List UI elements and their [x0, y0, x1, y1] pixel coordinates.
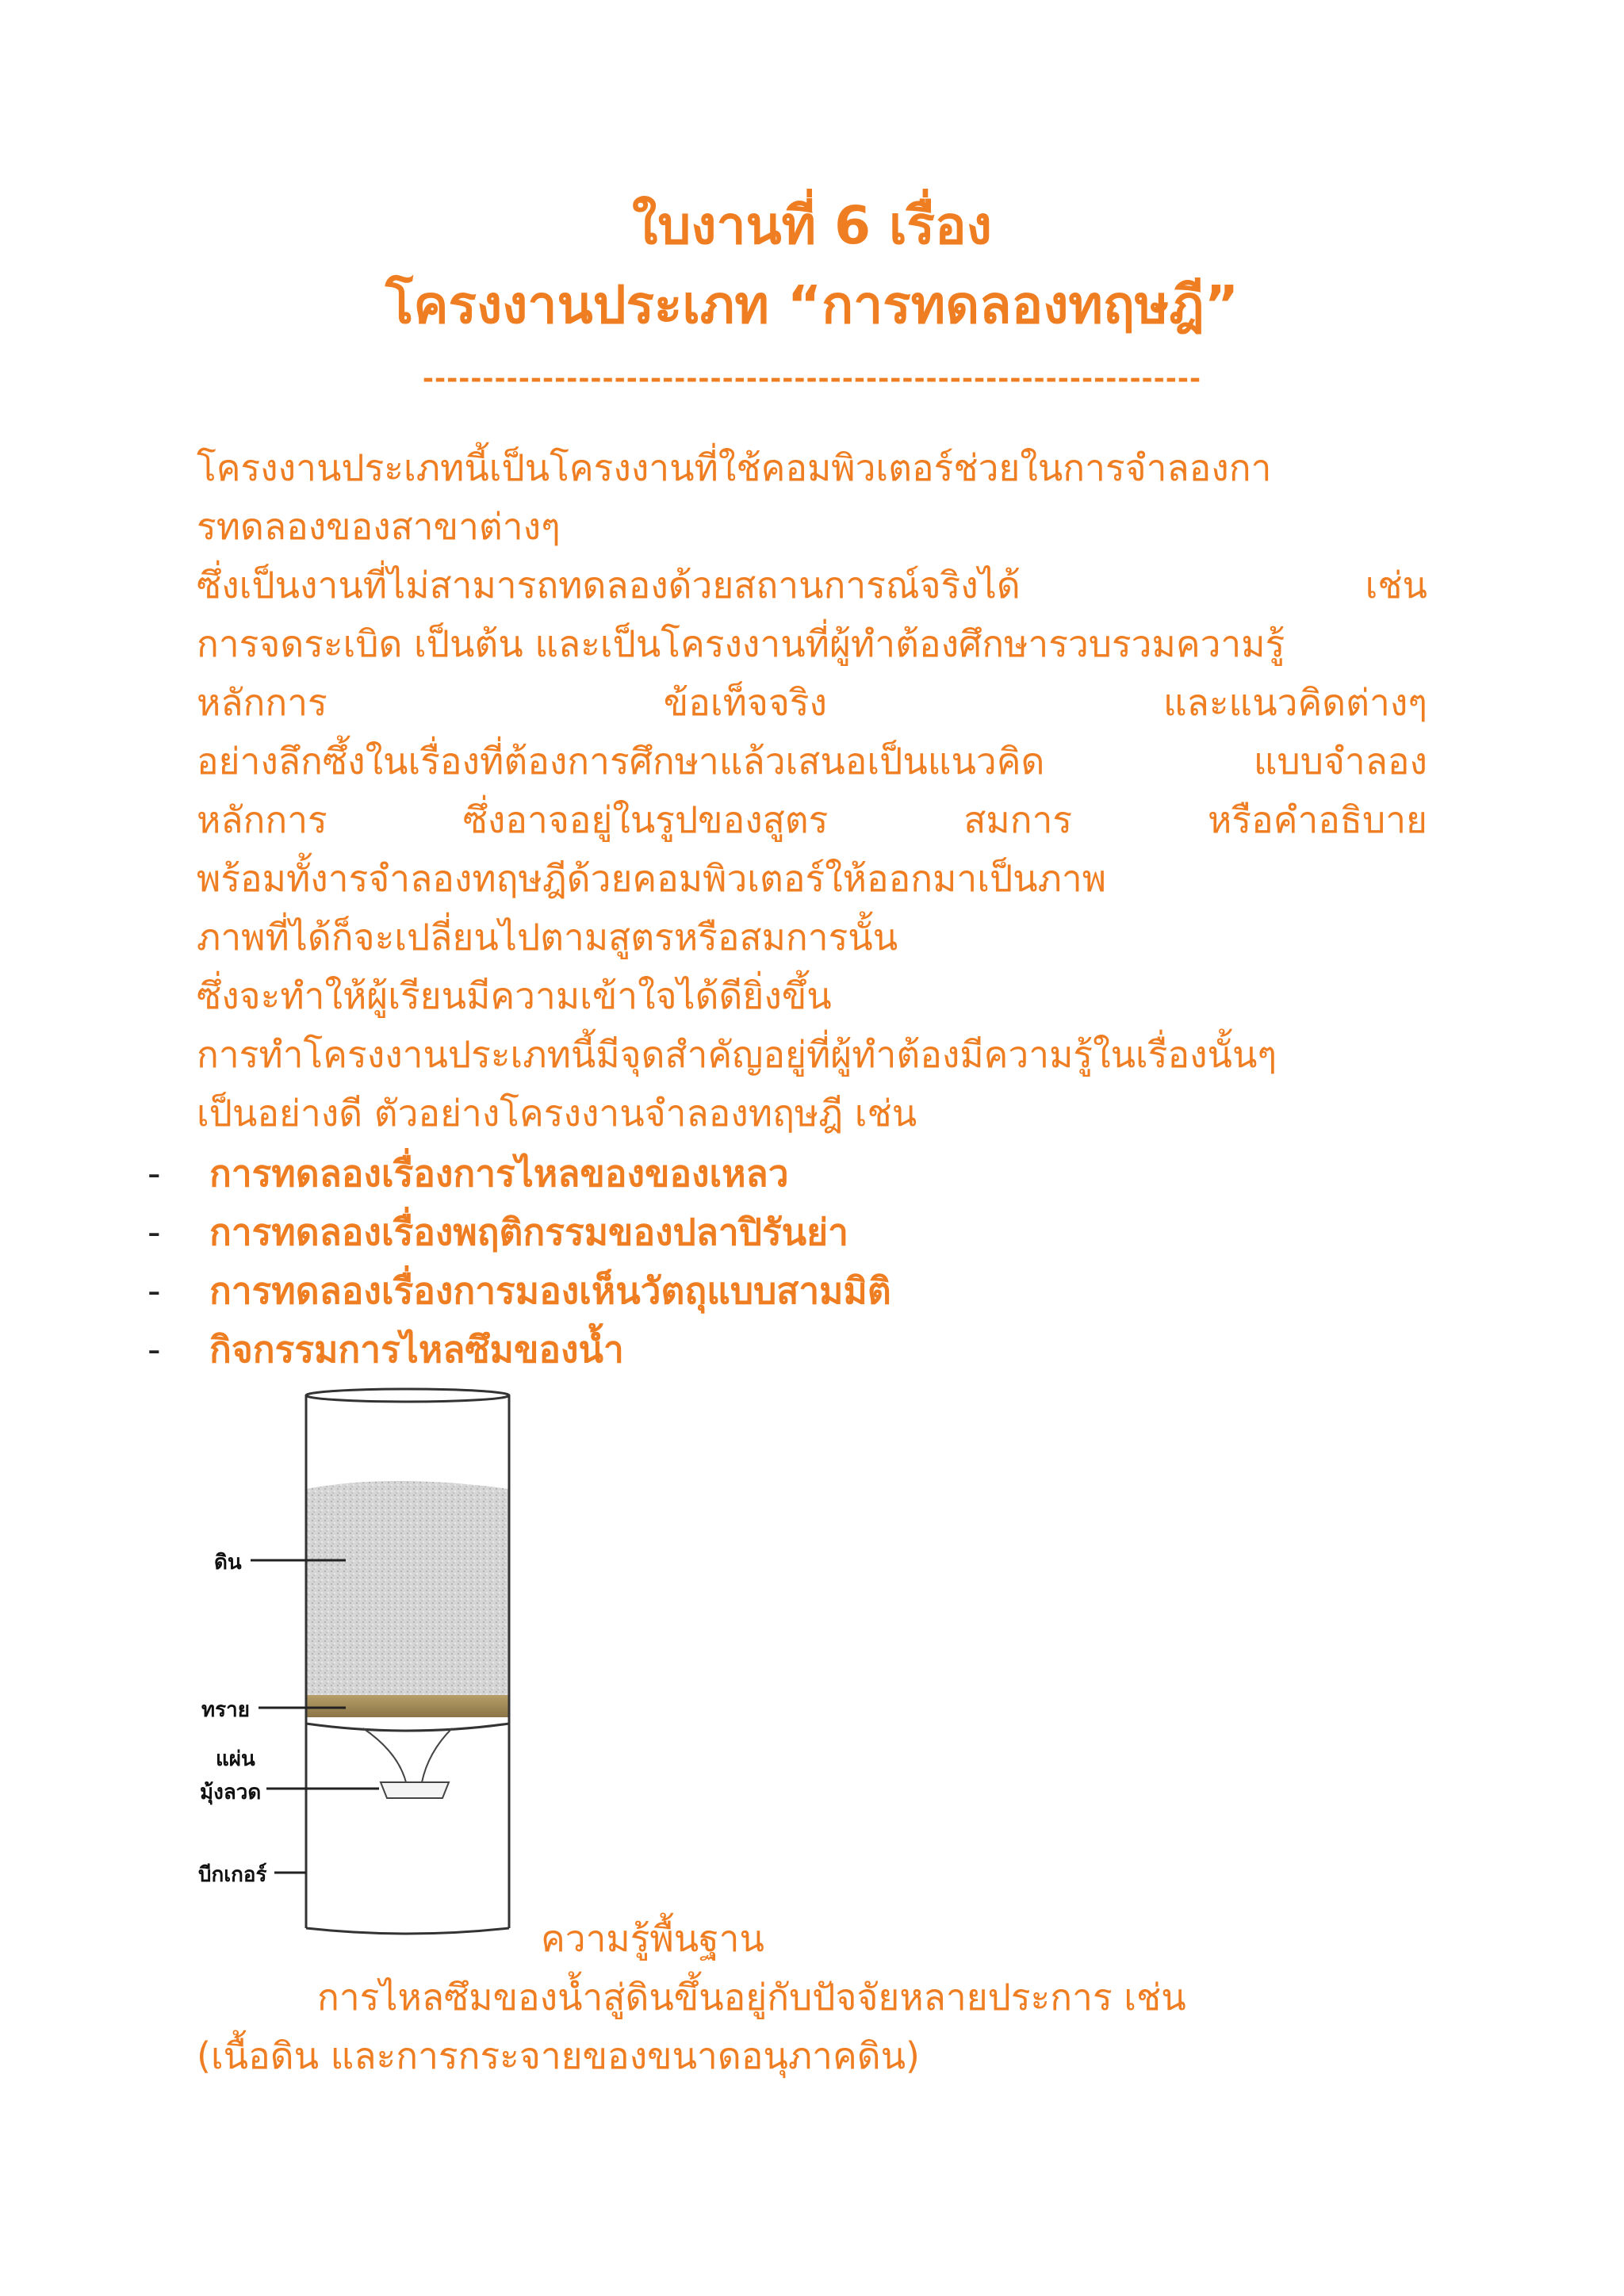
bullet-dash: -	[147, 1211, 161, 1253]
sand-layer	[306, 1695, 509, 1717]
mesh-label-line2: มุ้งลวด	[200, 1781, 262, 1804]
soil-layer	[306, 1481, 509, 1695]
mesh-funnel	[363, 1728, 452, 1782]
example-label: การทดลองเรื่องพฤติกรรมของปลาปิรันย่า	[209, 1211, 848, 1253]
cylinder-top-rim	[306, 1389, 509, 1402]
example-label: การทดลองเรื่องการไหลของของเหลว	[209, 1152, 789, 1195]
water-infiltration-diagram	[190, 1380, 523, 1954]
intro-line: หลักการ ซึ่งอาจอยู่ในรูปของสูตร สมการ หรือคำอธิบาย	[197, 798, 1427, 841]
intro-line: ภาพที่ได้ก็จะเปลี่ยนไปตามสูตรหรือสมการนั้น	[197, 916, 898, 959]
intro-line: โครงงานประเภทนี้เป็นโครงงานที่ใช้คอมพิวเตอร์ช่วยในการจำลองกา	[197, 446, 1272, 489]
background-text-line2: (เนื้อดิน และการกระจายของขนาดอนุภาคดิน)	[197, 2034, 921, 2077]
mesh-cup	[381, 1782, 449, 1798]
background-text-line1: การไหลซึมของน้ำสู่ดินขึ้นอยู่กับปัจจัยหลายประการ เช่น	[317, 1976, 1186, 2019]
cylinder-bottom-rim	[306, 1928, 509, 1934]
separator-line: -----------------------------------------------------------------	[422, 363, 1202, 395]
intro-paragraph	[197, 438, 1427, 1142]
intro-line: ซึ่งเป็นงานที่ไม่สามารถทดลองด้วยสถานการณ์จริงได้ เช่น	[197, 564, 1427, 607]
bullet-dash: -	[147, 1269, 161, 1312]
intro-line: รทดลองของสาขาต่างๆ	[197, 505, 561, 548]
example-label: การทดลองเรื่องการมองเห็นวัตถุแบบสามมิติ	[209, 1269, 891, 1312]
mesh-label-line1: แผ่น	[216, 1747, 255, 1771]
intro-line: การทำโครงงานประเภทนี้มีจุดสำคัญอยู่ที่ผู้ทำต้องมีความรู้ในเรื่องนั้นๆ	[197, 1033, 1277, 1076]
soil-label: ดิน	[214, 1551, 242, 1575]
intro-line: การจดระเบิด เป็นต้น และเป็นโครงงานที่ผู้ทำต้องศึกษารวบรวมความรู้	[197, 622, 1285, 665]
cylinder-base-rim	[306, 1724, 509, 1731]
bullet-dash: -	[147, 1328, 161, 1371]
example-label: กิจกรรมการไหลซึมของน้ำ	[209, 1328, 624, 1371]
bullet-dash: -	[147, 1152, 161, 1195]
worksheet-title-line1: ใบงานที่ 6 เรื่อง	[632, 195, 992, 256]
intro-line: หลักการ ข้อเท็จจริง และแนวคิดต่างๆ	[197, 681, 1427, 724]
intro-line: ซึ่งจะทำให้ผู้เรียนมีความเข้าใจได้ดียิ่งขึ้น	[197, 974, 832, 1017]
intro-line: อย่างลึกซึ้งในเรื่องที่ต้องการศึกษาแล้วเสนอเป็นแนวคิด แบบจำลอง	[197, 740, 1427, 783]
background-heading: ความรู้พื้นฐาน	[541, 1917, 764, 1960]
beaker-label: บีกเกอร์	[198, 1863, 267, 1887]
intro-line: พร้อมทั้งารจำลองทฤษฎีด้วยคอมพิวเตอร์ให้ออกมาเป็นภาพ	[197, 857, 1107, 900]
intro-line: เป็นอย่างดี ตัวอย่างโครงงานจำลองทฤษฎี เช่น	[197, 1092, 917, 1135]
sand-label: ทราย	[201, 1698, 250, 1722]
worksheet-title-line2: โครงงานประเภท “การทดลองทฤษฎี”	[385, 274, 1239, 335]
